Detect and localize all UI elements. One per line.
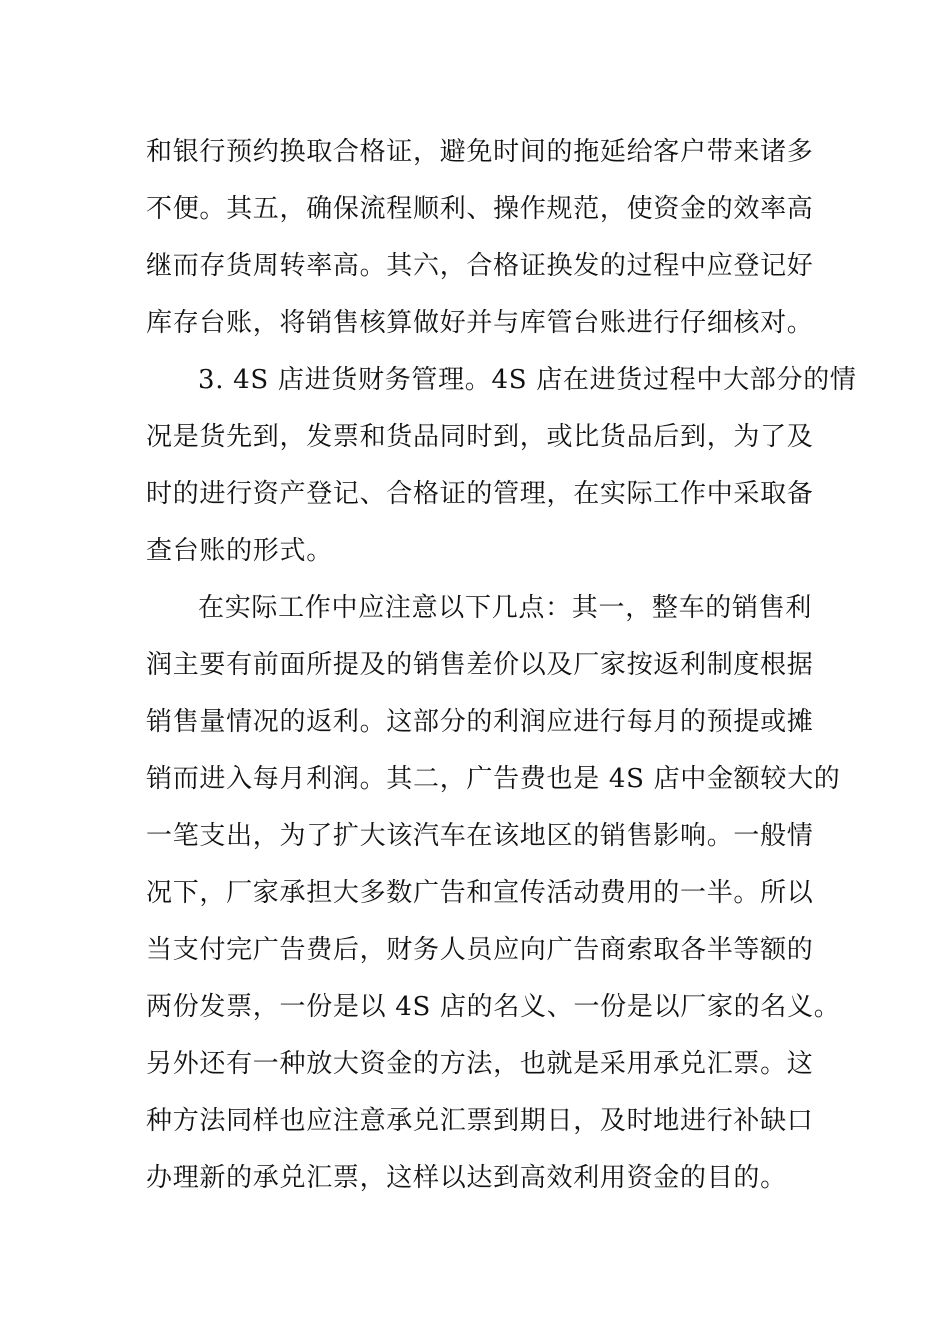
paragraph-1-line-1: 和银行预约换取合格证，避免时间的拖延给客户带来诸多 — [146, 137, 814, 167]
paragraph-3-line-10: 种方法同样也应注意承兑汇票到期日，及时地进行补缺口 — [146, 1106, 814, 1136]
paragraph-3-line-11: 办理新的承兑汇票，这样以达到高效利用资金的目的。 — [146, 1163, 787, 1193]
paragraph-2-line-1: 3. 4S 店进货财务管理。4S 店在进货过程中大部分的情 — [198, 365, 857, 395]
paragraph-3-line-8: 两份发票，一份是以 4S 店的名义、一份是以厂家的名义。 — [146, 992, 841, 1022]
paragraph-3-line-7: 当支付完广告费后，财务人员应向广告商索取各半等额的 — [146, 935, 814, 965]
paragraph-1-line-4: 库存台账，将销售核算做好并与库管台账进行仔细核对。 — [146, 308, 814, 338]
paragraph-3-line-6: 况下，厂家承担大多数广告和宣传活动费用的一半。所以 — [146, 878, 814, 908]
paragraph-1-line-2: 不便。其五，确保流程顺利、操作规范，使资金的效率高 — [146, 194, 814, 224]
paragraph-2-line-4: 查台账的形式。 — [146, 536, 333, 566]
paragraph-1-line-3: 继而存货周转率高。其六，合格证换发的过程中应登记好 — [146, 251, 814, 281]
paragraph-2-line-3: 时的进行资产登记、合格证的管理，在实际工作中采取备 — [146, 479, 814, 509]
paragraph-2-line-2: 况是货先到，发票和货品同时到，或比货品后到，为了及 — [146, 422, 814, 452]
paragraph-3-line-2: 润主要有前面所提及的销售差价以及厂家按返利制度根据 — [146, 650, 814, 680]
paragraph-3-line-1: 在实际工作中应注意以下几点：其一，整车的销售利 — [198, 593, 813, 623]
paragraph-3-line-3: 销售量情况的返利。这部分的利润应进行每月的预提或摊 — [146, 707, 814, 737]
paragraph-3-line-4: 销而进入每月利润。其二，广告费也是 4S 店中金额较大的 — [146, 764, 841, 794]
paragraph-3-line-9: 另外还有一种放大资金的方法，也就是采用承兑汇票。这 — [146, 1049, 814, 1079]
paragraph-3-line-5: 一笔支出，为了扩大该汽车在该地区的销售影响。一般情 — [146, 821, 814, 851]
